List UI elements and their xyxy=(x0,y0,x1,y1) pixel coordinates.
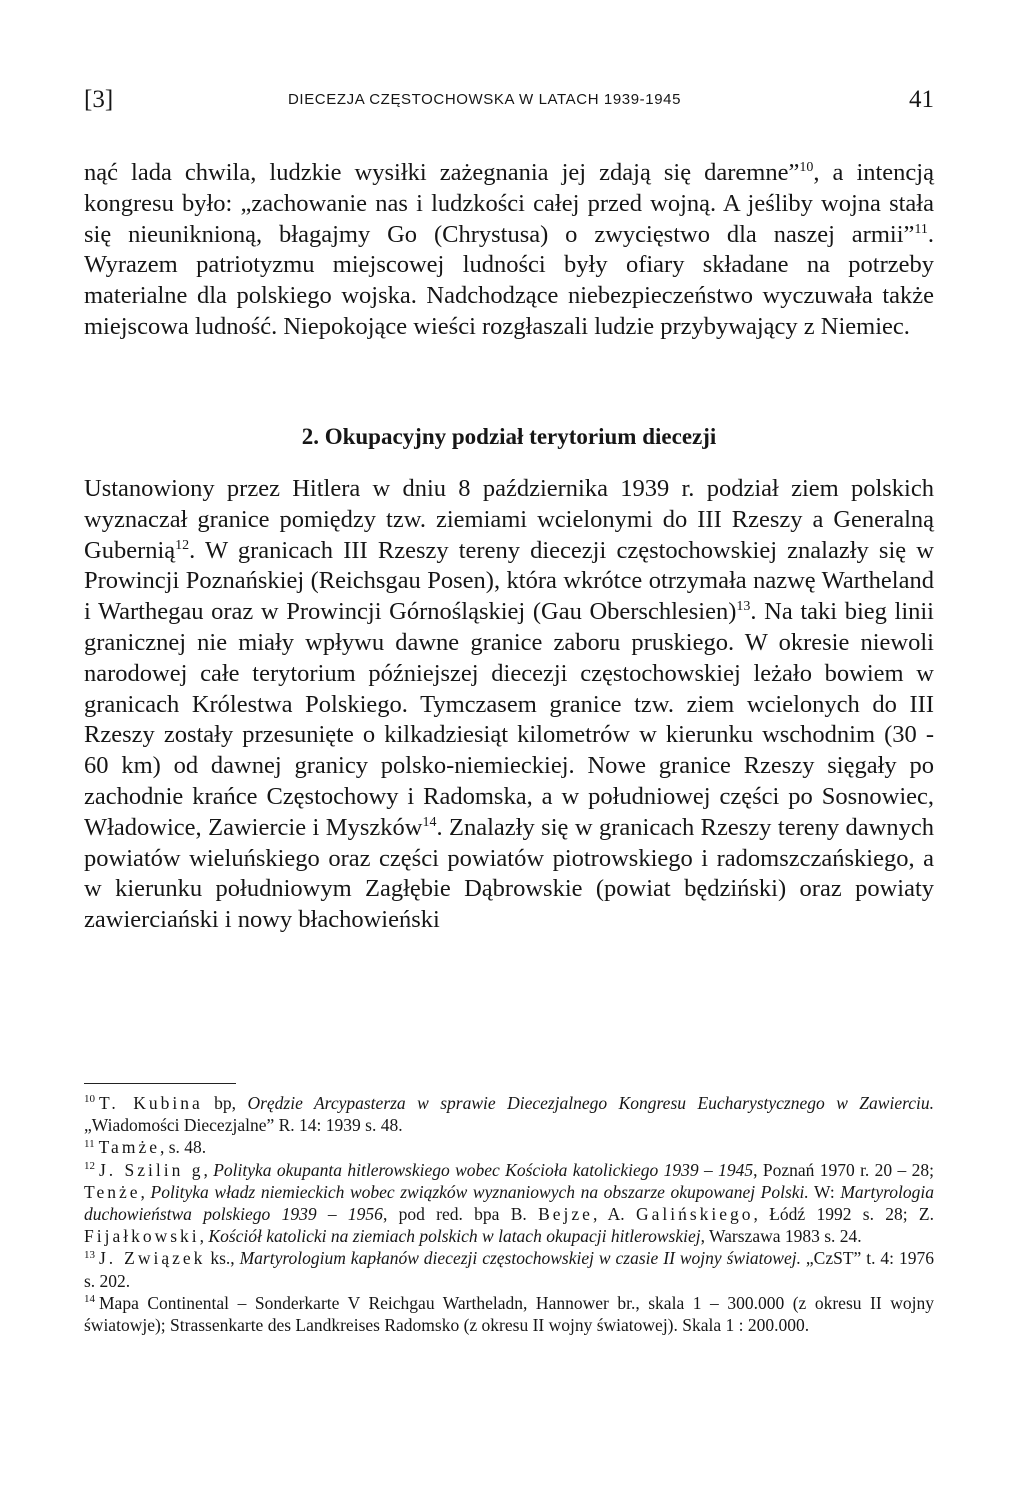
footnote-author: T. Kubina xyxy=(99,1093,203,1113)
footnote-author: J. Szilin g xyxy=(99,1159,204,1180)
footnote-author: Tenże xyxy=(84,1181,141,1202)
footnote-text: , A. xyxy=(592,1204,636,1225)
running-header xyxy=(84,86,934,120)
footnote-number: 14 xyxy=(84,1293,95,1305)
para1-text-b: , a intencją kongresu było: „zachowanie nas i ludzkości całej przed wojną. A jeśliby wojna stała się nieuniknioną, błagajmy Go (Chrystusa) o zwycięstwo dla naszej armii” xyxy=(84,159,934,248)
footnote-separator xyxy=(84,1083,236,1084)
footnote-author: Fijałkowski xyxy=(84,1226,200,1247)
footnote-title: Polityka okupanta hitlerowskiego wobec Kościoła katolickiego 1939 – 1945 xyxy=(213,1159,754,1180)
footnote-text: , Poznań 1970 r. 20 – 28; xyxy=(753,1159,934,1180)
para2-text-a: Ustanowiony przez Hitlera w dniu 8 października 1939 r. podział ziem polskich wyznaczał granice pomiędzy tzw. ziemiami wcielonymi do III Rzeszy a Generalną Gubernią xyxy=(84,475,934,564)
footnote-title: Martyrologia duchowieństwa polskiego 1939 – 1956 xyxy=(84,1181,935,1225)
page-number: 41 xyxy=(909,86,934,113)
section-number: [3] xyxy=(84,86,114,113)
footnote-ref-13[interactable]: 13 xyxy=(736,599,751,615)
footnote-text: „Wiadomości Diecezjalne” R. 14: 1939 s. 48. xyxy=(84,1115,403,1136)
footnote-13 xyxy=(84,1247,934,1291)
footnote-ref-11[interactable]: 11 xyxy=(914,221,928,237)
footnote-text: Mapa Continental – Sonderkarte V Reichgau Wartheladn, Hannower br., skala 1 – 300.000 (z okresu II wojny światowje); Strassenkarte des Landkreises Radomsko (z okresu II wojny światowej). Skala 1 : 200.000. xyxy=(84,1292,934,1336)
para2-text-d: . Znalazły się w granicach Rzeszy tereny dawnych powiatów wieluńskiego oraz części powiatów piotrowskiego i radomszczańskiego, a w kierunku południowym Zagłębie Dąbrowskie (powiat będziński) oraz powiaty zawierciański i nowy błachowieński xyxy=(84,813,934,934)
footnote-text: „CzST” t. 4: 1976 s. 202. xyxy=(84,1248,934,1291)
footnote-number: 10 xyxy=(84,1093,95,1106)
footnote-title: Polityka władz niemieckich wobec związków wyznaniowych na obszarze okupowanej Polski. xyxy=(150,1181,809,1202)
section-heading: 2. Okupacyjny podział terytorium diecezji xyxy=(301,424,717,449)
footnote-10 xyxy=(84,1092,934,1136)
paragraph-territory xyxy=(84,474,934,936)
footnote-14 xyxy=(84,1292,934,1336)
para2-text-c: . Na taki bieg linii granicznej nie miały wpływu dawne granice zaboru pruskiego. W okresie niewoli narodowej całe terytorium późniejszej diecezji częstochowskiej leżało bowiem w granicach Królestwa Polskiego. Tymczasem granice tzw. ziem wcielonych do III Rzeszy zostały przesunięte o kilkadziesiąt kilometrów w kierunku wschodnim (30 - 60 km) od dawnej granicy polsko-niemieckiej. Nowe granice Rzeszy sięgały po zachodnie krańce Częstochowy i Radomska, a w południowej części po Sosnowiec, Władowice, Zawiercie i Myszków xyxy=(84,598,934,841)
paragraph-continuation xyxy=(84,158,934,343)
footnote-text: , xyxy=(140,1181,151,1202)
footnote-text: , s. 48. xyxy=(159,1137,207,1158)
footnote-ref-12[interactable]: 12 xyxy=(175,537,190,553)
footnote-text: ks., xyxy=(205,1248,240,1269)
footnote-author: Bejze xyxy=(538,1204,593,1225)
footnotes xyxy=(84,1092,934,1336)
footnote-text: , xyxy=(203,1159,214,1180)
footnote-author: Galińskiego xyxy=(635,1204,754,1225)
para2-text-b: . W granicach III Rzeszy tereny diecezji częstochowskiej znalazły się w Prowincji Poznańskiej (Reichsgau Posen), która wkrótce otrzymała nazwę Wartheland i Warthegau oraz w Prowincji Górnośląskiej (Gau Oberschlesien) xyxy=(84,536,934,626)
footnote-text: , xyxy=(199,1226,209,1247)
footnote-number: 13 xyxy=(84,1248,95,1261)
footnote-title: Kościół katolicki na ziemiach polskich w latach okupacji hitlerowskiej xyxy=(208,1226,701,1247)
footnote-text: bp, xyxy=(202,1093,248,1113)
footnote-text: W: xyxy=(808,1181,841,1202)
footnote-ref-10[interactable]: 10 xyxy=(799,159,814,175)
running-title: DIECEZJA CZĘSTOCHOWSKA W LATACH 1939-1945 xyxy=(288,91,682,108)
footnote-number: 11 xyxy=(84,1137,95,1150)
footnote-12 xyxy=(84,1159,934,1248)
footnote-text: , Warszawa 1983 s. 24. xyxy=(700,1226,862,1247)
footnote-title: Orędzie Arcypasterza w sprawie Diecezjalnego Kongresu Eucharystycznego w Zawierciu. xyxy=(247,1093,934,1113)
footnote-text: , Łódź 1992 s. 28; Z. xyxy=(753,1204,934,1225)
footnote-author: J. Związek xyxy=(99,1248,206,1269)
footnote-ref-14[interactable]: 14 xyxy=(422,814,437,830)
footnote-number: 12 xyxy=(84,1159,95,1172)
footnote-title: Martyrologium kapłanów diecezji częstochowskiej w czasie II wojny światowej. xyxy=(239,1248,801,1269)
footnote-author: Tamże xyxy=(98,1137,160,1158)
para1-text-a: nąć lada chwila, ludzkie wysiłki zażegnania jej zdają się daremne” xyxy=(84,159,800,186)
para1-text-c: . Wyrazem patriotyzmu miejscowej ludności były ofiary składane na potrzeby materialne dla polskiego wojska. Nadchodzące niebezpieczeństwo wyczuwała także miejscowa ludność. Niepokojące wieści rozgłaszali ludzie przybywający z Niemiec. xyxy=(84,220,934,340)
footnote-text: , pod red. bpa B. xyxy=(382,1204,539,1225)
footnote-11 xyxy=(84,1136,934,1158)
